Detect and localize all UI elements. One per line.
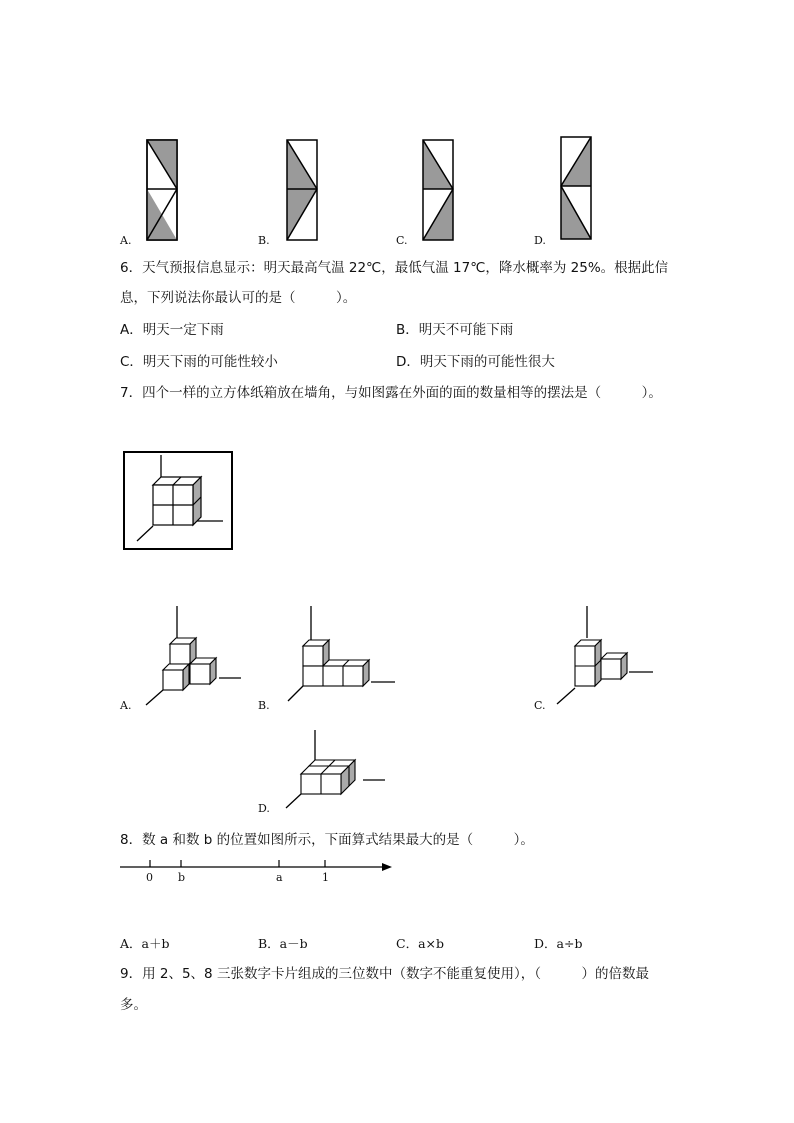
q5-option-b-figure bbox=[286, 139, 320, 243]
q5-option-d-figure bbox=[560, 136, 594, 242]
q8-stem: 8．数 a 和数 b 的位置如图所示，下面算式结果最大的是（ ）。 bbox=[120, 832, 534, 848]
q7-option-d-figure bbox=[285, 728, 389, 812]
q7-option-a-label[interactable]: A. bbox=[120, 699, 132, 712]
q6-stem-line2: 息，下列说法你最认可的是（ ）。 bbox=[120, 290, 357, 306]
q5-option-b-label[interactable]: B. bbox=[258, 234, 270, 247]
q8-option-c[interactable]: C．a×b bbox=[396, 936, 444, 951]
q8-option-a[interactable]: A．a＋b bbox=[120, 936, 170, 951]
q5-option-a-label[interactable]: A. bbox=[120, 234, 132, 247]
q5-option-a-figure bbox=[146, 139, 180, 243]
q7-option-d-label[interactable]: D. bbox=[258, 802, 270, 815]
q7-option-c-figure bbox=[555, 604, 655, 708]
q7-reference-figure bbox=[123, 451, 235, 551]
q7-option-b-figure bbox=[287, 604, 399, 708]
q9-stem-line2: 多。 bbox=[120, 997, 147, 1013]
q5-option-c-figure bbox=[422, 139, 456, 243]
q8-tick-label-0: 0 bbox=[146, 871, 153, 884]
q6-stem-line1: 6．天气预报信息显示：明天最高气温 22℃，最低气温 17℃，降水概率为 25%。根据此信 bbox=[120, 260, 669, 276]
q8-number-line bbox=[118, 858, 394, 872]
q9-stem-line1: 9．用 2、5、8 三张数字卡片组成的三位数中（数字不能重复使用），（ ）的倍数最 bbox=[120, 966, 649, 982]
q7-option-c-label[interactable]: C. bbox=[534, 699, 546, 712]
q7-stem: 7．四个一样的立方体纸箱放在墙角，与如图露在外面的面的数量相等的摆法是（ ）。 bbox=[120, 385, 662, 401]
q8-tick-label-b: b bbox=[178, 871, 186, 884]
q8-tick-label-a: a bbox=[276, 871, 283, 884]
q8-option-b[interactable]: B．a－b bbox=[258, 936, 308, 951]
q7-option-a-figure bbox=[145, 604, 245, 708]
q6-option-a[interactable]: A．明天一定下雨 bbox=[120, 322, 224, 338]
q6-option-b[interactable]: B．明天不可能下雨 bbox=[396, 322, 514, 338]
q6-option-d[interactable]: D．明天下雨的可能性很大 bbox=[396, 354, 555, 370]
q5-option-d-label[interactable]: D. bbox=[534, 234, 546, 247]
q8-tick-label-1: 1 bbox=[322, 871, 329, 884]
q5-option-c-label[interactable]: C. bbox=[396, 234, 408, 247]
q8-option-d[interactable]: D．a÷b bbox=[534, 936, 583, 951]
q7-option-b-label[interactable]: B. bbox=[258, 699, 270, 712]
q6-option-c[interactable]: C．明天下雨的可能性较小 bbox=[120, 354, 278, 370]
